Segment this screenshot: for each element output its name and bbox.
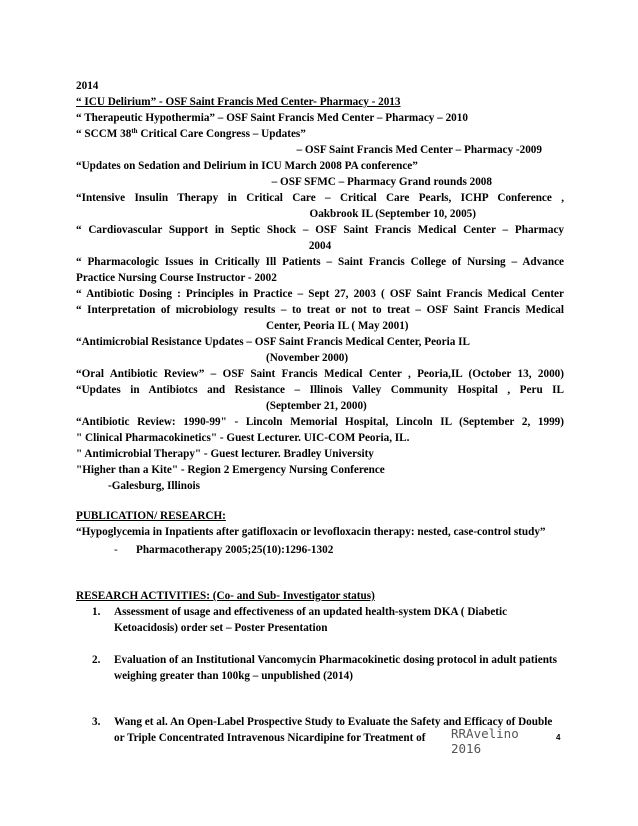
presentation-line-25: -Galesburg, Illinois [108, 480, 201, 492]
research-item-number: 1. [92, 606, 101, 618]
footer-author-year: 2016 [451, 741, 482, 756]
publication-bullet: - [114, 544, 118, 556]
presentation-line-11: “ Pharmacologic Issues in Critically Ill Patients – Saint Francis College of Nursing – Advance [76, 256, 564, 268]
presentation-line-6: – OSF SFMC – Pharmacy Grand rounds 2008 [271, 176, 492, 188]
document-page [76, 78, 564, 746]
research-list [76, 604, 564, 746]
presentation-line-18: “Oral Antibiotic Review” – OSF Saint Francis Medical Center , Peoria,IL (October 13, 2000) [76, 368, 564, 380]
presentation-line-19: “Updates in Antibiotcs and Resistance – Illinois Valley Community Hospital , Peru IL [76, 384, 564, 396]
sccm-title-part: “ SCCM 38 [76, 128, 132, 140]
year-heading: 2014 [76, 80, 99, 92]
presentation-line-4: – OSF Saint Francis Med Center – Pharmacy -2009 [296, 144, 542, 156]
presentation-line-1: “ ICU Delirium” - OSF Saint Francis Med Center- Pharmacy - 2013 [76, 96, 401, 108]
research-item-2 [76, 652, 564, 684]
research-item-text: Assessment of usage and effectiveness of an updated health-system DKA ( Diabetic Ketoacidosis) order set – Poster Presentation [114, 606, 508, 634]
research-item-1 [76, 604, 564, 636]
publication-title: “Hypoglycemia in Inpatients after gatifloxacin or levofloxacin therapy: nested, case-control study” [76, 526, 546, 538]
footer-author-name: RRAvelino [451, 726, 519, 741]
presentation-line-13: “ Antibiotic Dosing : Principles in Practice – Sept 27, 2003 ( OSF Saint Francis Medical Center [76, 288, 564, 300]
presentation-line-9: “ Cardiovascular Support in Septic Shock – OSF Saint Francis Medical Center – Pharmacy [76, 224, 564, 236]
footer-author [451, 726, 519, 756]
publication-citation: Pharmacotherapy 2005;25(10):1296-1302 [136, 544, 334, 556]
presentation-line-15: Center, Peoria IL ( May 2001) [266, 320, 409, 332]
presentation-line-3 [76, 126, 564, 142]
presentation-line-10: 2004 [308, 240, 332, 252]
research-item-number: 2. [92, 654, 101, 666]
presentation-line-16: “Antimicrobial Resistance Updates – OSF Saint Francis Medical Center, Peoria IL [76, 336, 470, 348]
research-heading: RESEARCH ACTIVITIES: (Co- and Sub- Investigator status) [76, 590, 375, 602]
presentation-line-12: Practice Nursing Course Instructor - 2002 [76, 272, 277, 284]
presentation-line-24: "Higher than a Kite" - Region 2 Emergency Nursing Conference [76, 464, 385, 476]
presentation-line-2: “ Therapeutic Hypothermia” – OSF Saint Francis Med Center – Pharmacy – 2010 [76, 112, 468, 124]
research-item-text: Wang et al. An Open-Label Prospective Study to Evaluate the Safety and Efficacy of Double or Triple Concentrated Intravenous Nicardipine for Treatment of [114, 716, 553, 744]
presentation-line-21: “Antibiotic Review: 1990-99" - Lincoln Memorial Hospital, Lincoln IL (September 2, 1999) [76, 416, 564, 428]
presentation-line-14: “ Interpretation of microbiology results – to treat or not to treat – OSF Saint Francis Medical [76, 304, 564, 316]
presentation-line-23: " Antimicrobial Therapy" - Guest lecturer. Bradley University [76, 448, 374, 460]
research-item-number: 3. [92, 716, 101, 728]
superscript-th: th [131, 127, 138, 135]
presentation-line-22: " Clinical Pharmacokinetics" - Guest Lecturer. UIC-COM Peoria, IL. [76, 432, 410, 444]
publication-heading: PUBLICATION/ RESEARCH: [76, 510, 226, 522]
sccm-title-rest: Critical Care Congress – Updates” [137, 128, 306, 140]
presentation-line-20: (September 21, 2000) [266, 400, 367, 412]
presentation-line-5: “Updates on Sedation and Delirium in ICU March 2008 PA conference” [76, 160, 418, 172]
spacer [76, 494, 564, 508]
presentation-line-7: “Intensive Insulin Therapy in Critical Care – Critical Care Pearls, ICHP Conference , [76, 192, 564, 204]
presentation-line-17: (November 2000) [266, 352, 349, 364]
spacer [76, 558, 564, 588]
presentation-line-8: Oakbrook IL (September 10, 2005) [309, 208, 476, 220]
publication-citation-row [76, 542, 564, 558]
research-item-text: Evaluation of an Institutional Vancomycin Pharmacokinetic dosing protocol in adult patients weighing greater than 100kg – unpublished (2014) [114, 654, 558, 682]
page-number: 4 [556, 733, 561, 742]
